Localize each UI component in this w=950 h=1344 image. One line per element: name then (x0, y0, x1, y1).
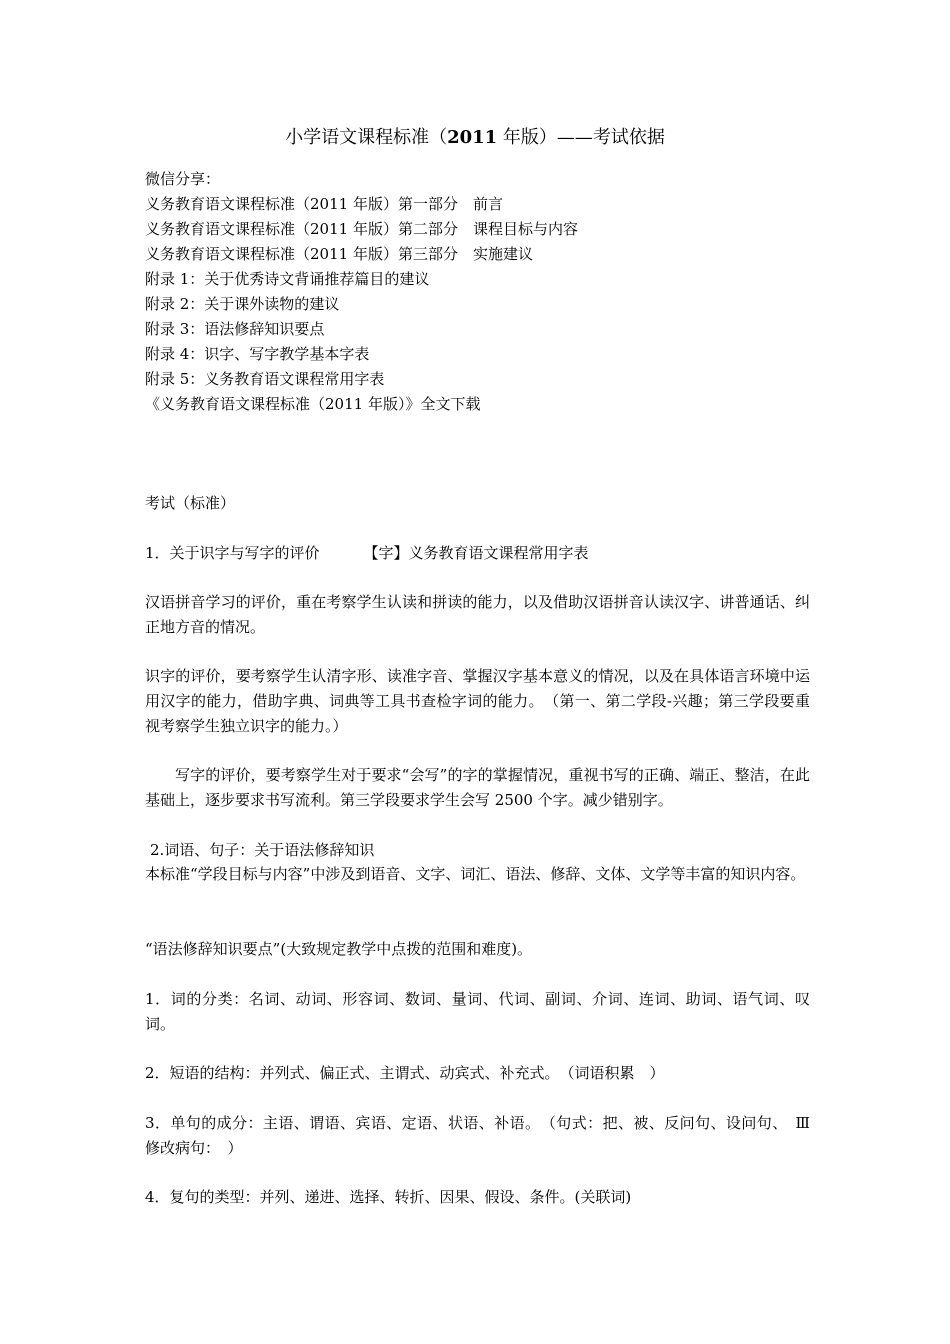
point-phrase-structure: 2．短语的结构：并列式、偏正式、主谓式、动宾式、补充式。 （词语积累 ） (145, 1064, 665, 1082)
share-link-appendix1[interactable]: 附录 1：关于优秀诗文背诵推荐篇目的建议 (145, 270, 430, 288)
share-link-part3[interactable]: 义务教育语文课程标准（2011 年版）第三部分 实施建议 (145, 245, 533, 263)
share-link-part1[interactable]: 义务教育语文课程标准（2011 年版）第一部分 前言 (145, 195, 503, 213)
item2-heading: 2.词语、句子：关于语法修辞知识 (150, 841, 375, 859)
item1-label: 1．关于识字与写字的评价 (145, 544, 320, 562)
writing-paragraph: 写字的评价，要考察学生对于要求“会写”的字的掌握情况，重视书写的正确、端正、整洁，在此基础上，逐步要求书写流利。第三学段要求学生会写 2500 个字。减少错别字。 (145, 766, 810, 809)
share-link-full-download[interactable]: 《义务教育语文课程标准（2011 年版）》全文下载 (145, 395, 481, 413)
standard-paragraph: 本标准“学段目标与内容”中涉及到语音、文字、词汇、语法、修辞、文体、文学等丰富的知识内容。 (145, 865, 806, 883)
grammar-heading: “语法修辞知识要点”(大致规定教学中点拨的范围和难度)。 (145, 940, 533, 958)
page-title (0, 126, 950, 150)
share-link-part2[interactable]: 义务教育语文课程标准（2011 年版）第二部分 课程目标与内容 (145, 220, 578, 238)
title-prefix: 小学语文课程标准（ (285, 127, 448, 148)
share-link-appendix5[interactable]: 附录 5：义务教育语文课程常用字表 (145, 370, 385, 388)
item1-line (145, 541, 815, 565)
share-link-appendix4[interactable]: 附录 4：识字、写字教学基本字表 (145, 345, 370, 363)
title-suffix: 年版）——考试依据 (497, 127, 665, 148)
share-link-appendix2[interactable]: 附录 2：关于课外读物的建议 (145, 295, 340, 313)
title-year: 2011 (447, 127, 498, 148)
point-complex-sentence: 4．复句的类型：并列、递进、选择、转折、因果、假设、条件。(关联词) (145, 1188, 632, 1206)
point-sentence-components: 3．单句的成分：主语、谓语、宾语、定语、状语、补语。 （句式：把、被、反问句、设问句、 Ⅲ 修改病句： ） (145, 1114, 810, 1157)
exam-heading: 考试（标准） (145, 494, 236, 512)
literacy-paragraph: 识字的评价，要考察学生认清字形、读准字音、掌握汉字基本意义的情况，以及在具体语言环境中运用汉字的能力，借助字典、词典等工具书查检字词的能力。 （第一、第二学段-兴趣；第三学段要重视考察学生独立识字的能力。） (145, 667, 810, 735)
pinyin-paragraph: 汉语拼音学习的评价，重在考察学生认读和拼读的能力，以及借助汉语拼音认读汉字、讲普通话、纠正地方音的情况。 (145, 593, 810, 636)
share-link-appendix3[interactable]: 附录 3：语法修辞知识要点 (145, 320, 325, 338)
point-word-classes: 1．词的分类：名词、动词、形容词、数词、量词、代词、副词、介词、连词、助词、语气词、叹词。 (145, 990, 810, 1033)
share-heading: 微信分享： (145, 170, 221, 188)
item1-link[interactable]: 【字】义务教育语文课程常用字表 (363, 544, 589, 562)
